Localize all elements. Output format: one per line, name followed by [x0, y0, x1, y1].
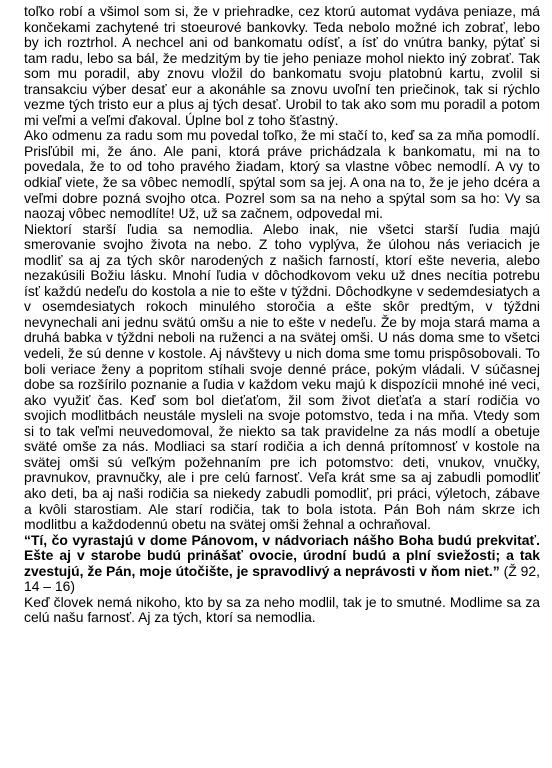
psalm-quote-text: “Tí, čo vyrastajú v dome Pánovom, v nádvoriach nášho Boha budú prekvitať. Ešte aj v starobe budú prinášať ovocie, úrodní budú a plní sviežosti; a tak zvestujú, že Pán, moje útočište, je spravodlivý a neprávosti v ňom niet.” [24, 531, 540, 579]
paragraph-atm-story: toľko robí a všimol som si, že v priehradke, cez ktorú automat vydáva peniaze, má končekami zachytené tri stoeurové bankovky. Teda nebolo možné ich zobrať, lebo by ich roztrhol. A nechcel ani od bankomatu odísť, a ísť do vnútra banky, pýtať si tam radu, lebo sa bál, že medzitým by tie jeho peniaze mohol niekto iný zobrať. Tak som mu poradil, aby znovu vložil do bankomatu svoju platobnú kartu, zvolil si transakciu výber desať eur a akonáhle sa znovu uvoľní ten priečinok, tak si rýchlo vezme tých tristo eur a plus aj tých desať. Urobil to tak ako som mu poradil a potom mi veľmi a veľmi ďakoval. Úplne bol z toho šťastný. [24, 3, 540, 128]
psalm-quote [24, 533, 540, 595]
document-page [24, 4, 540, 626]
paragraph-closing: Keď človek nemá nikoho, kto by sa za neho modlil, tak je to smutné. Modlime sa za celú našu farnosť. Aj za tých, ktorí sa nemodlia. [24, 593, 540, 626]
paragraph-elderly-prayer: Niektorí starší ľudia sa nemodlia. Alebo inak, nie všetci starší ľudia majú smerovanie svojho života na nebo. Z toho vyplýva, že úlohou nás veriacich je modliť sa aj za tých skôr narodených z našich farností, ktorí ešte neveria, alebo nezakúsili Božiu lásku. Mnohí ľudia v dôchodkovom veku už dnes necítia potrebu ísť každú nedeľu do kostola a nie to ešte v týždni. Dôchodkyne v sedemdesiatych a v osemdesiatych rokoch minulého storočia a ešte skôr predtým, v týždni nevynechali ani jednu svätú omšu a nie to ešte v nedeľu. Že by moja stará mama a druhá babka v týždni neboli na ruženci a na svätej omši. U nás doma sme to všetci vedeli, že sú denne v kostole. Aj návštevy u nich doma sme tomu prispôsobovali. To boli veriace ženy a popritom stíhali svoje denné práce, pokým vládali. V súčasnej dobe sa rozšírilo poznanie a ľudia v každom veku majú k dispozícii mnohé iné veci, ako využiť čas. Keď som bol dieťaťom, žil som život dieťaťa a starí rodičia vo svojich modlitbách neustále mysleli na svoje potomstvo, teda i na mňa. Vtedy som si to tak veľmi neuvedomoval, že niekto sa tak pravidelne za nás modlí a obetuje sväté omše za nás. Modliaci sa starí rodičia a ich denná prítomnosť v kostole na svätej omši sú veľkým požehnaním pre ich potomstvo: deti, vnukov, vnučky, pravnukov, pravnučky, ale i pre celú farnosť. Veľa krát sme sa aj zabudli pomodliť ako deti, ba aj naši rodičia sa niekedy zabudli pomodliť, pri práci, výletoch, zábave a kvôli starostiam. Ale starí rodičia, tak to bola istota. Pán Boh nám skrze ich modlitbu a každodennú obetu na svätej omši žehnal a ochraňoval. [24, 220, 540, 533]
psalm-reference: (Ž 92, 14 – 16) [24, 562, 540, 595]
paragraph-reward: Ako odmenu za radu som mu povedal toľko, že mi stačí to, keď sa za mňa pomodlí. Prisľúbil mi, že áno. Ale pani, ktorá práve prichádzala k bankomatu, mi na to povedala, že to od toho pravého žiadam, ktorý sa vlastne vôbec nemodlí. A vy to odkiaľ viete, že sa vôbec nemodlí, spýtal som sa jej. A ona na to, že je jeho dcéra a veľmi dobre pozná svojho otca. Pozrel som sa na neho a spýtal som sa ho: Vy sa naozaj vôbec nemodlíte! Už, už sa začnem, odpovedal mi. [24, 127, 540, 222]
